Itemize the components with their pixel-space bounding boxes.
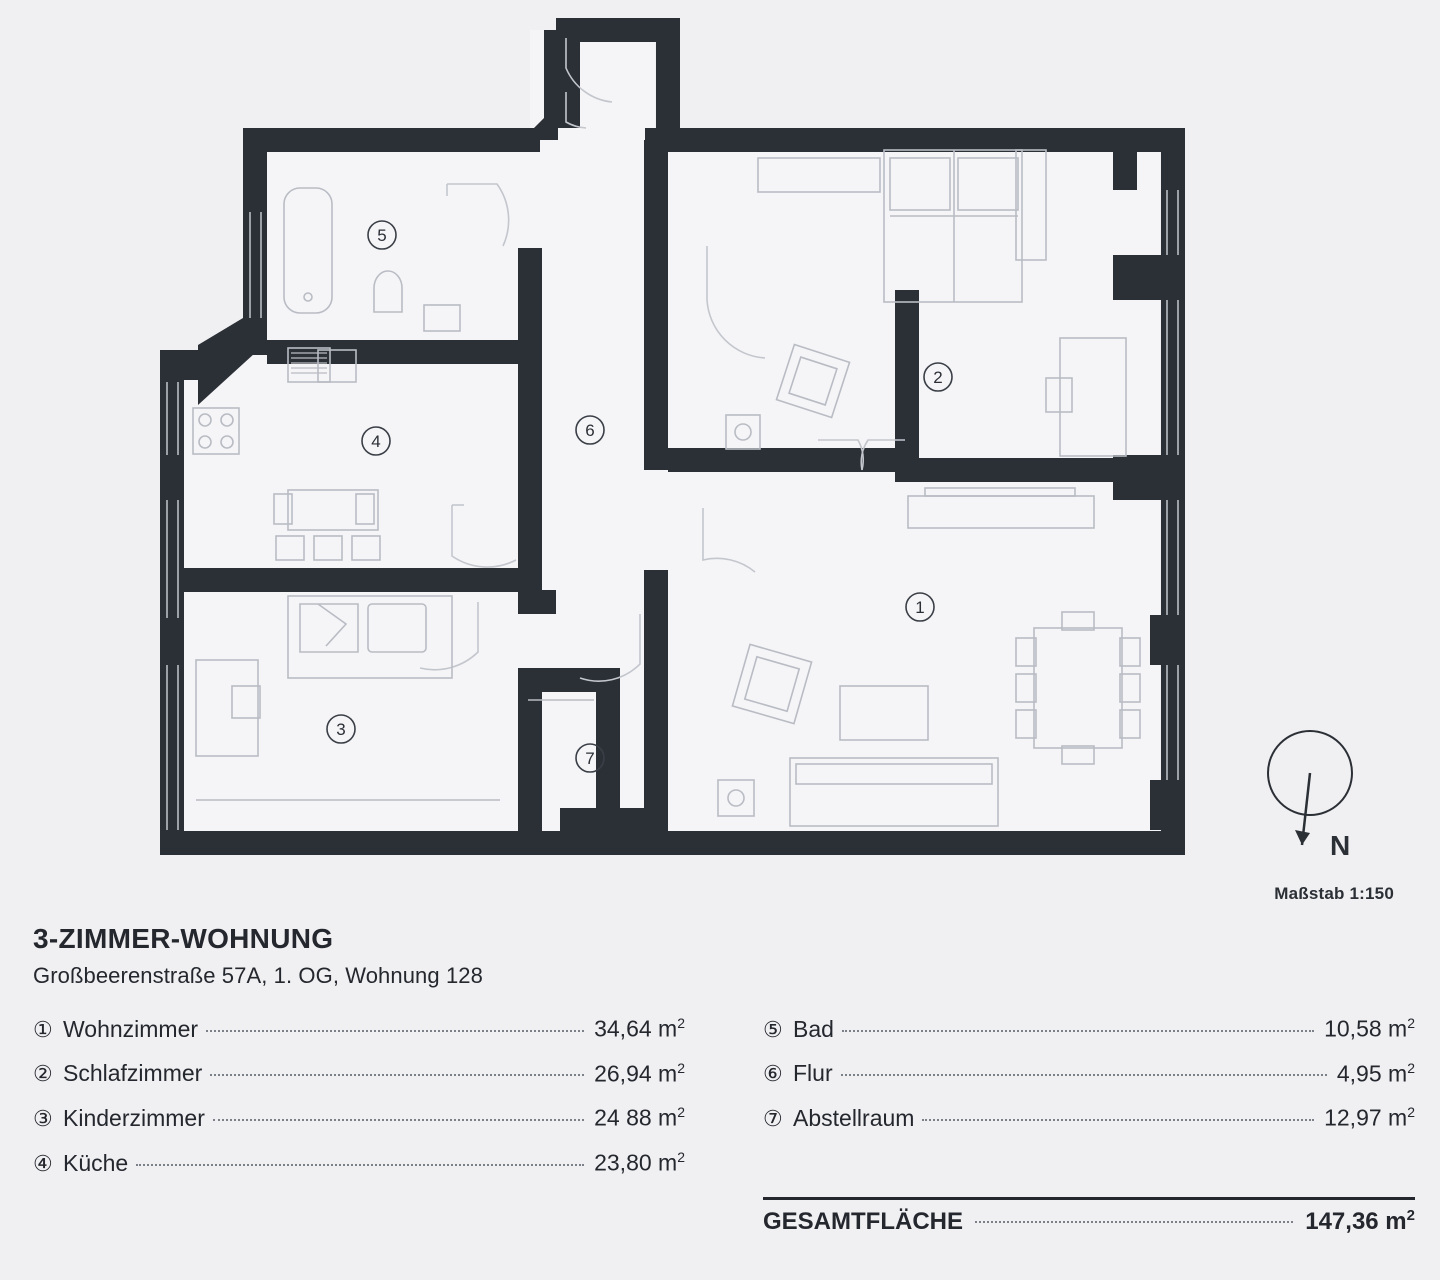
room-area: 10,58 $m^2$	[1324, 1015, 1415, 1042]
room-name: Kinderzimmer	[63, 1104, 205, 1131]
room-area: 23,80 $m^2$	[594, 1148, 685, 1176]
room-area: 34,64 $m^2$	[594, 1015, 685, 1042]
list-item	[33, 1060, 685, 1088]
room-name: Küche	[63, 1149, 129, 1176]
room-name: Wohnzimmer	[63, 1015, 199, 1042]
room-area: 26,94 $m^2$	[594, 1059, 685, 1087]
list-item	[763, 1015, 1415, 1043]
svg-text:1: 1	[915, 598, 925, 617]
total-area-row	[763, 1207, 1415, 1236]
list-item	[33, 1104, 685, 1132]
svg-text:6: 6	[585, 421, 595, 440]
leader-dots	[975, 1221, 1293, 1223]
legend-column-left	[33, 1015, 685, 1194]
legend	[0, 905, 1440, 1280]
list-item	[33, 1015, 685, 1043]
room-area: 24 88 $m^2$	[594, 1104, 685, 1131]
svg-text:4: 4	[371, 432, 381, 451]
leader-dots	[136, 1164, 584, 1166]
room-name: Flur	[793, 1060, 833, 1087]
compass	[1238, 725, 1398, 870]
leader-dots	[206, 1030, 584, 1032]
leader-dots	[842, 1030, 1314, 1032]
total-divider	[763, 1197, 1415, 1200]
room-number: ①	[33, 1016, 53, 1042]
room-number: ③	[33, 1105, 53, 1131]
total-area: 147,36 $m^2$	[1305, 1207, 1415, 1235]
room-number: ⑦	[763, 1105, 783, 1131]
room-number: ②	[33, 1061, 53, 1087]
legend-column-right	[763, 1015, 1415, 1149]
room-name: Abstellraum	[793, 1104, 915, 1131]
room-name: Bad	[793, 1015, 834, 1042]
room-name: Schlafzimmer	[63, 1060, 203, 1087]
svg-text:5: 5	[377, 226, 387, 245]
room-area: 12,97 $m^2$	[1324, 1104, 1415, 1131]
total-label: GESAMTFLÄCHE	[763, 1208, 963, 1235]
leader-dots	[210, 1074, 584, 1076]
list-item	[33, 1149, 685, 1177]
room-number: ⑤	[763, 1016, 783, 1042]
svg-text:3: 3	[336, 720, 346, 739]
list-item	[763, 1060, 1415, 1088]
room-number: ⑥	[763, 1061, 783, 1087]
room-number: ④	[33, 1150, 53, 1176]
svg-text:2: 2	[933, 368, 943, 387]
page-title: 3-ZIMMER-WOHNUNG	[33, 923, 334, 954]
scale-label: Maßstab 1:150	[1274, 884, 1394, 903]
leader-dots	[213, 1119, 584, 1121]
leader-dots	[841, 1074, 1327, 1076]
leader-dots	[922, 1119, 1314, 1121]
room-area: 4,95 $m^2$	[1336, 1059, 1415, 1087]
list-item	[763, 1104, 1415, 1132]
svg-text:7: 7	[585, 749, 595, 768]
page-subtitle: Großbeerenstraße 57A, 1. OG, Wohnung 128	[33, 963, 483, 988]
compass-north-label: N	[1330, 830, 1351, 861]
